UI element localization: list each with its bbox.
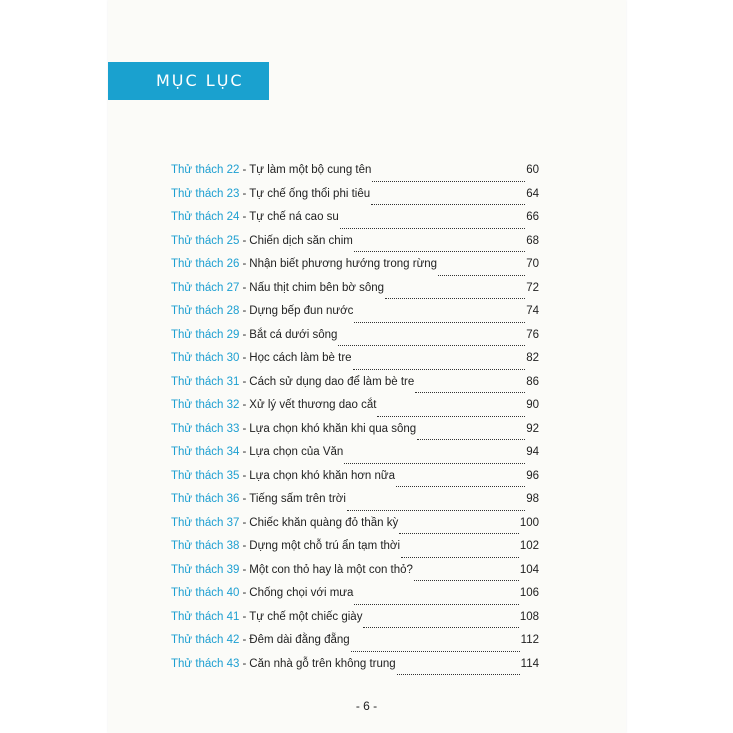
toc-entry-page: 114 <box>520 657 539 670</box>
toc-entry-page: 72 <box>526 281 539 294</box>
toc-entry-separator: - <box>242 563 247 576</box>
toc-entry-leader-dots <box>371 204 525 205</box>
toc-entry <box>171 611 539 635</box>
toc-entry-label: Thử thách 31 <box>171 375 240 388</box>
toc-entry-label: Thử thách 38 <box>171 540 240 552</box>
toc-entry-label: Thử thách 23 <box>171 187 240 200</box>
toc-entry-page: 108 <box>519 610 539 623</box>
toc-entry-title: Đêm dài đằng đẵng <box>249 634 350 646</box>
toc-entry-leader-dots <box>338 345 525 346</box>
toc-entry-title: Xử lý vết thương dao cắt <box>249 399 377 411</box>
toc-entry-title: Chiếc khăn quàng đỏ thần kỳ <box>249 516 399 529</box>
toc-entry-page: 64 <box>526 187 539 200</box>
toc-entry-leader-dots <box>397 674 520 675</box>
toc-entry-leader-dots <box>354 604 518 605</box>
toc-entry <box>171 587 539 611</box>
toc-entry-label: Thử thách 28 <box>171 305 240 317</box>
toc-entry-title: Cách sử dụng dao để làm bè tre <box>249 375 415 388</box>
toc-entry-label: Thử thách 33 <box>171 422 240 435</box>
toc-entry-label: Thử thách 32 <box>171 399 240 411</box>
toc-entry-separator: - <box>242 446 247 458</box>
toc-entry-label: Thử thách 26 <box>171 258 240 270</box>
toc-entry <box>171 517 539 541</box>
toc-entry-leader-dots <box>340 228 525 229</box>
toc-entry-separator: - <box>242 469 247 482</box>
toc-entry-title: Chống chọi với mưa <box>249 587 354 599</box>
toc-entry-title: Lựa chọn của Văn <box>249 446 344 458</box>
toc-entry-title: Tự làm một bộ cung tên <box>249 164 372 176</box>
toc-entry-label: Thử thách 41 <box>171 610 240 623</box>
toc-entry-title: Tự chế ná cao su <box>249 211 339 223</box>
toc-entry-separator: - <box>242 258 247 270</box>
toc-entry-separator: - <box>242 305 247 317</box>
toc-entry-leader-dots <box>438 275 525 276</box>
toc-entry-leader-dots <box>385 298 525 299</box>
table-of-contents <box>171 164 539 681</box>
toc-entry-leader-dots <box>363 627 518 628</box>
toc-entry-leader-dots <box>399 533 519 534</box>
toc-entry-separator: - <box>242 234 247 247</box>
toc-entry-title: Dựng một chỗ trú ẩn tạm thời <box>249 540 401 552</box>
toc-entry-page: 76 <box>526 328 539 341</box>
toc-entry-page: 98 <box>526 493 539 505</box>
page-number: - 6 - <box>355 699 378 713</box>
toc-entry-title: Tự chế một chiếc giày <box>249 610 363 623</box>
toc-entry-leader-dots <box>377 416 525 417</box>
toc-entry-page: 68 <box>526 234 539 247</box>
toc-entry-label: Thử thách 40 <box>171 587 240 599</box>
toc-entry-page: 100 <box>519 516 539 529</box>
toc-entry-page: 92 <box>526 422 539 435</box>
toc-entry-label: Thử thách 27 <box>171 281 240 294</box>
toc-entry-separator: - <box>242 516 247 529</box>
toc-entry <box>171 493 539 517</box>
toc-entry <box>171 423 539 447</box>
toc-entry-leader-dots <box>417 439 525 440</box>
toc-entry-leader-dots <box>396 486 525 487</box>
toc-entry-separator: - <box>242 399 247 411</box>
toc-entry-label: Thử thách 35 <box>171 469 240 482</box>
toc-entry-page: 106 <box>519 587 539 599</box>
toc-entry-separator: - <box>242 634 247 646</box>
toc-entry-title: Căn nhà gỗ trên không trung <box>249 657 396 670</box>
toc-entry <box>171 305 539 329</box>
toc-entry-page: 102 <box>519 540 539 552</box>
toc-entry-separator: - <box>242 587 247 599</box>
toc-entry-leader-dots <box>354 251 525 252</box>
toc-entry-title: Một con thỏ hay là một con thỏ? <box>249 563 413 576</box>
toc-entry-label: Thử thách 37 <box>171 516 240 529</box>
toc-entry-title: Dựng bếp đun nước <box>249 305 354 317</box>
toc-entry-page: 66 <box>526 211 539 223</box>
toc-entry-title: Nhận biết phương hướng trong rừng <box>249 258 438 270</box>
toc-entry-label: Thử thách 30 <box>171 352 240 364</box>
toc-entry-label: Thử thách 39 <box>171 563 240 576</box>
toc-entry-leader-dots <box>347 510 525 511</box>
toc-entry-separator: - <box>242 328 247 341</box>
toc-entry-page: 96 <box>526 469 539 482</box>
toc-entry <box>171 564 539 588</box>
toc-entry-title: Lựa chọn khó khăn khi qua sông <box>249 422 417 435</box>
toc-entry-title: Lựa chọn khó khăn hơn nữa <box>249 469 395 482</box>
toc-entry-page: 112 <box>520 634 539 646</box>
toc-entry-separator: - <box>242 375 247 388</box>
toc-entry-label: Thử thách 43 <box>171 657 240 670</box>
toc-entry <box>171 352 539 376</box>
toc-entry <box>171 658 539 682</box>
toc-entry-page: 74 <box>526 305 539 317</box>
toc-entry <box>171 399 539 423</box>
toc-entry-title: Bắt cá dưới sông <box>249 328 338 341</box>
toc-entry-separator: - <box>242 187 247 200</box>
toc-entry-leader-dots <box>351 651 520 652</box>
toc-entry <box>171 446 539 470</box>
toc-entry <box>171 188 539 212</box>
toc-entry <box>171 634 539 658</box>
toc-entry-label: Thử thách 25 <box>171 234 240 247</box>
toc-entry-title: Chiến dịch săn chim <box>249 234 353 247</box>
section-title-banner <box>108 62 269 100</box>
toc-entry-label: Thử thách 29 <box>171 328 240 341</box>
toc-entry-leader-dots <box>401 557 519 558</box>
toc-entry <box>171 376 539 400</box>
toc-entry <box>171 235 539 259</box>
toc-entry-separator: - <box>242 540 247 552</box>
toc-entry-leader-dots <box>344 463 525 464</box>
toc-entry <box>171 258 539 282</box>
toc-entry-page: 86 <box>526 375 539 388</box>
toc-entry-title: Nấu thịt chim bên bờ sông <box>249 281 385 294</box>
toc-entry-leader-dots <box>414 580 519 581</box>
toc-entry-leader-dots <box>353 369 526 370</box>
toc-entry <box>171 211 539 235</box>
toc-entry-label: Thử thách 36 <box>171 493 240 505</box>
toc-entry <box>171 540 539 564</box>
toc-entry <box>171 470 539 494</box>
toc-entry-separator: - <box>242 422 247 435</box>
toc-entry-leader-dots <box>415 392 525 393</box>
toc-entry-separator: - <box>242 610 247 623</box>
toc-entry-separator: - <box>242 352 247 364</box>
toc-entry-label: Thử thách 22 <box>171 164 240 176</box>
toc-entry-label: Thử thách 24 <box>171 211 240 223</box>
toc-entry-label: Thử thách 34 <box>171 446 240 458</box>
toc-entry-separator: - <box>242 281 247 294</box>
toc-entry-leader-dots <box>372 181 525 182</box>
toc-entry <box>171 282 539 306</box>
toc-entry-separator: - <box>242 164 247 176</box>
toc-entry-title: Tiếng sấm trên trời <box>249 493 346 505</box>
toc-entry-separator: - <box>242 657 247 670</box>
toc-entry <box>171 329 539 353</box>
toc-entry-separator: - <box>242 211 247 223</box>
toc-entry-page: 70 <box>526 258 539 270</box>
toc-entry-page: 104 <box>519 563 539 576</box>
toc-entry-page: 82 <box>526 352 539 364</box>
toc-entry <box>171 164 539 188</box>
toc-entry-title: Tự chế ống thổi phi tiêu <box>249 187 371 200</box>
toc-entry-label: Thử thách 42 <box>171 634 240 646</box>
toc-entry-title: Học cách làm bè tre <box>249 352 352 364</box>
toc-entry-leader-dots <box>354 322 525 323</box>
toc-entry-page: 90 <box>526 399 539 411</box>
toc-entry-page: 94 <box>526 446 539 458</box>
toc-entry-separator: - <box>242 493 247 505</box>
section-title: MỤC LỤC <box>156 71 244 90</box>
toc-entry-page: 60 <box>526 164 539 176</box>
